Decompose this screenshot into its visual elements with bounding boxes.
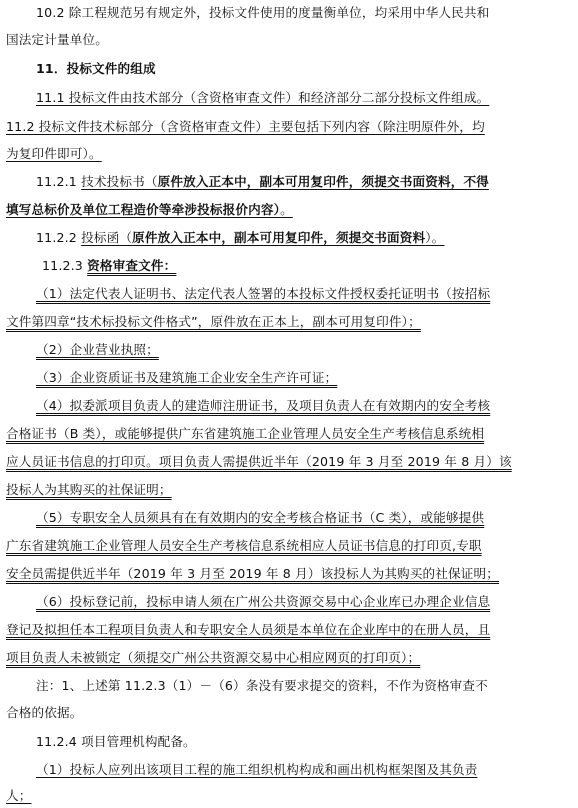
clause-end: 。 [280, 202, 293, 217]
item-6-line-1: （6）投标登记前，投标申请人须在广州公共资源交易中心企业库已办理企业信息 [36, 594, 491, 609]
paragraph-11-2-line-2: 为复印件即可）。 [6, 146, 102, 161]
paragraph-10-2-line-2: 国法定计量单位。 [6, 32, 108, 47]
item-5-line-2: 广东省建筑施工企业管理人员安全生产考核信息系统相应人员证书信息的打印页,专职 [6, 538, 482, 553]
section-heading-11: 11．投标文件的组成 [36, 61, 156, 76]
item-3: （3）企业资质证书及建筑施工企业安全生产许可证； [36, 370, 338, 385]
paragraph-11-1: 11.1 投标文件由技术部分（含资格审查文件）和经济部分二部分投标文件组成。 [36, 90, 490, 105]
paragraph-10-2-line-1: 10.2 除工程规范另有规定外，投标文件使用的度量衡单位，均采用中华人民共和 [36, 5, 490, 20]
item-5-line-1: （5）专职安全人员须具有在有效期内的安全考核合格证书（C 类），或能够提供 [36, 510, 485, 525]
paragraph-11-2-3 [42, 257, 176, 275]
paragraph-11-2-1-line-2 [6, 201, 293, 219]
item-6-line-2: 登记及拟担任本工程项目负责人和专职安全人员须是本单位在企业库中的在册人员，且 [6, 622, 491, 637]
item-5-line-3: 安全员需提供近半年（2019 年 3 月至 2019 年 8 月）该投标人为其购买的社保证明； [6, 566, 500, 581]
clause-requirement: 原件放入正本中，副本可用复印件，须提交书面资料 [132, 230, 426, 245]
clause-title: 资格审查文件： [87, 258, 177, 273]
item-4-line-4: 投标人为其购买的社保证明； [6, 482, 172, 497]
item-1-line-2: 文件第四章“技术标投标文件格式”，原件放在正本上，副本可用复印件）； [6, 314, 421, 329]
clause-number: 11.2.1 [36, 174, 82, 189]
item-4-line-3: 应人员证书信息的打印页。项目负责人需提供近半年（2019 年 3 月至 2019 年 8 月）该 [6, 454, 512, 469]
clause-end: ）。 [425, 230, 445, 245]
clause-title: 技术投标书（ [81, 174, 158, 189]
item-4-line-2: 合格证书（B 类），或能够提供广东省建筑施工企业管理人员安全生产考核信息系统相 [6, 426, 485, 441]
note-line-2: 合格的依据。 [6, 705, 83, 720]
item-last-line-1: （1）投标人应列出该项目工程的施工组织机构构成和画出机构框架图及其负责 [36, 762, 478, 777]
item-6-line-3: 项目负责人未被锁定（须提交广州公共资源交易中心相应网页的打印页）； [6, 650, 421, 665]
clause-requirement-cont: 填写总标价及单位工程造价等牵涉投标报价内容） [6, 202, 281, 217]
clause-number: 11.2.3 [42, 258, 88, 273]
paragraph-11-2-1-line-1 [36, 173, 489, 191]
clause-requirement: 原件放入正本中，副本可用复印件，须提交书面资料，不得 [157, 174, 489, 189]
item-4-line-1: （4）拟委派项目负责人的建造师注册证书，及项目负责人在有效期内的安全考核 [36, 398, 491, 413]
paragraph-11-2-4: 11.2.4 项目管理机构配备。 [36, 734, 196, 749]
item-last-line-2: 人； [6, 788, 32, 803]
paragraph-11-2-2 [36, 229, 444, 247]
clause-number: 11.2.2 [36, 230, 82, 245]
note-line-1: 注：1、上述第 11.2.3（1）－（6）条没有要求提交的资料，不作为资格审查不 [36, 678, 488, 693]
paragraph-11-2-line-1: 11.2 投标文件技术标部分（含资格审查文件）主要包括下列内容（除注明原件外，均 [6, 119, 485, 134]
clause-title: 投标函（ [81, 230, 133, 245]
item-1-line-1: （1）法定代表人证明书、法定代表人签署的本投标文件授权委托证明书（按招标 [36, 286, 491, 301]
item-2: （2）企业营业执照； [36, 342, 159, 357]
